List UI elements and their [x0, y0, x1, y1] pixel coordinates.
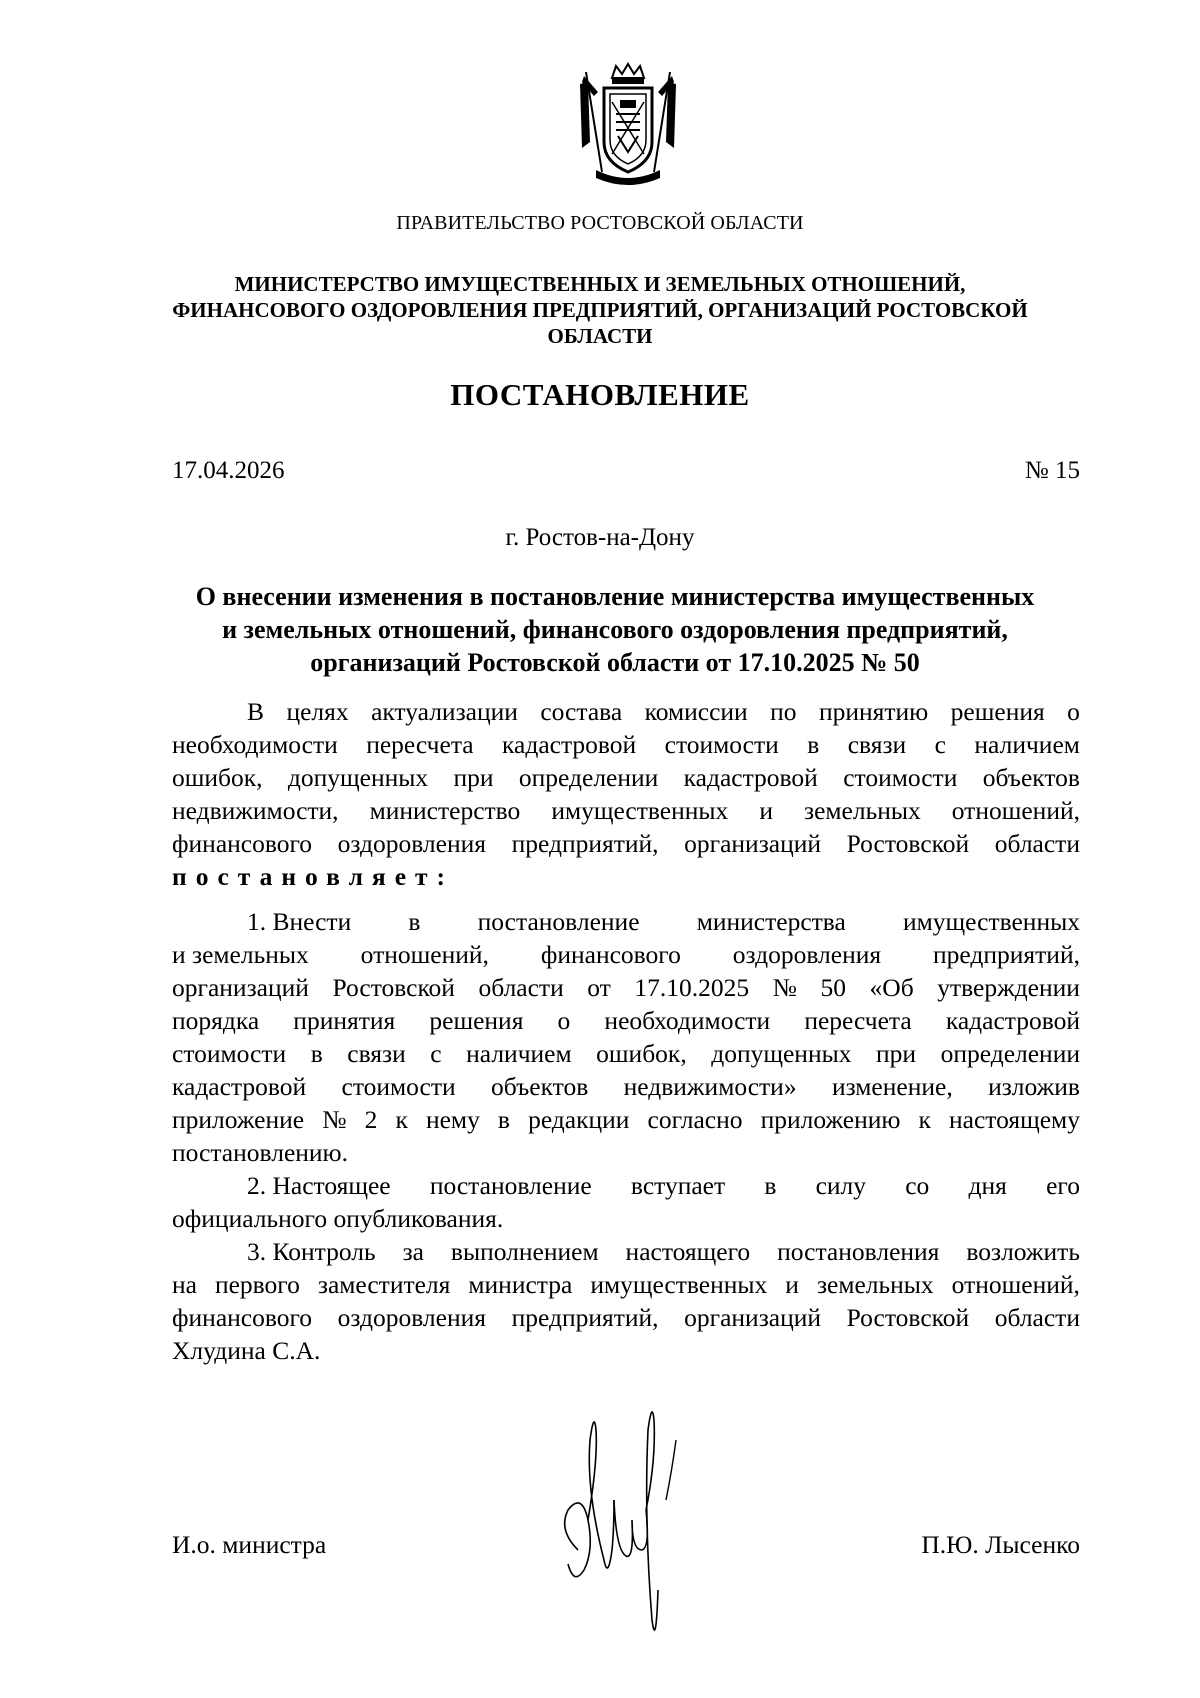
- word: его: [1046, 1171, 1080, 1200]
- word: настоящего: [625, 1237, 751, 1266]
- paragraph-line: [172, 794, 1080, 827]
- word: №: [322, 1105, 347, 1134]
- document-date: 17.04.2026: [172, 457, 285, 484]
- word: финансового: [172, 829, 313, 858]
- paragraph-line: [172, 905, 1080, 938]
- word: решения: [429, 1006, 524, 1035]
- word: недвижимости,: [172, 796, 339, 825]
- word: связи: [347, 1039, 406, 1068]
- word: организаций: [684, 829, 822, 858]
- word: при: [876, 1039, 917, 1068]
- word: предприятий,: [933, 940, 1080, 969]
- document-title: [150, 580, 1080, 679]
- word: от: [587, 973, 611, 1002]
- word: отношений,: [951, 1270, 1080, 1299]
- word: о: [1067, 697, 1080, 726]
- word: кадастровой: [172, 1072, 307, 1101]
- handwritten-signature: [548, 1400, 748, 1670]
- paragraph-last-line: [172, 1202, 1080, 1235]
- word: первого: [214, 1270, 300, 1299]
- word: к: [395, 1105, 408, 1134]
- preamble-paragraph: [172, 695, 1080, 893]
- word: согласно: [647, 1105, 743, 1134]
- word: редакции: [528, 1105, 630, 1134]
- word: со: [905, 1171, 930, 1200]
- word: принятия: [293, 1006, 396, 1035]
- word: ошибок,: [596, 1039, 687, 1068]
- word: в: [497, 1105, 510, 1134]
- word: к: [918, 1105, 931, 1134]
- word: кадастровой: [502, 730, 637, 759]
- word: 3. Контроль: [247, 1237, 376, 1266]
- word: допущенных: [711, 1039, 852, 1068]
- word: объектов: [982, 763, 1080, 792]
- word: 2: [364, 1105, 378, 1134]
- word: изложив: [988, 1072, 1080, 1101]
- signatory-name: П.Ю. Лысенко: [921, 1530, 1080, 1559]
- word: В: [247, 697, 265, 726]
- word: стоимости: [341, 1072, 456, 1101]
- ministry-line: ОБЛАСТИ: [547, 324, 653, 348]
- ministry-line: МИНИСТЕРСТВО ИМУЩЕСТВЕННЫХ И ЗЕМЕЛЬНЫХ ОТНОШЕНИЙ,: [234, 272, 966, 296]
- document-number: № 15: [1024, 457, 1080, 484]
- paragraph-last-line-text: Хлудина С.А.: [172, 1336, 321, 1365]
- word: на: [172, 1270, 197, 1299]
- word: финансового: [540, 940, 681, 969]
- item-3-paragraph: [172, 1235, 1080, 1367]
- word: отношений,: [951, 796, 1080, 825]
- word: допущенных: [287, 763, 429, 792]
- word: организаций: [684, 1303, 822, 1332]
- word: утверждении: [937, 973, 1080, 1002]
- paragraph-line: [172, 1235, 1080, 1268]
- word: министра: [468, 1270, 573, 1299]
- resolves-word: постановляет:: [172, 862, 455, 891]
- word: при: [453, 763, 494, 792]
- word: постановление: [477, 907, 640, 936]
- word: порядка: [172, 1006, 260, 1035]
- word: объектов: [491, 1072, 589, 1101]
- signatory-position: И.о. министра: [172, 1530, 327, 1559]
- word: 17.10.2025: [634, 973, 750, 1002]
- word: пересчета: [804, 1006, 912, 1035]
- word: нему: [425, 1105, 480, 1134]
- paragraph-line: [172, 938, 1080, 971]
- word: состава: [540, 697, 623, 726]
- word: настоящему: [949, 1105, 1080, 1134]
- word: и: [785, 1270, 799, 1299]
- word: «Об: [869, 973, 914, 1002]
- word: о: [557, 1006, 571, 1035]
- paragraph-last-line: [172, 1334, 1080, 1367]
- word: и: [759, 796, 773, 825]
- ministry-line: ФИНАНСОВОГО ОЗДОРОВЛЕНИЯ ПРЕДПРИЯТИЙ, ОРГАНИЗАЦИЙ РОСТОВСКОЙ: [172, 298, 1028, 322]
- word: финансового: [172, 1303, 313, 1332]
- word: 1. Внести: [247, 907, 352, 936]
- word: области: [478, 973, 564, 1002]
- ministry-name: [160, 271, 1040, 349]
- word: имущественных: [551, 796, 729, 825]
- word: заместителя: [317, 1270, 451, 1299]
- word: с: [934, 730, 946, 759]
- paragraph-last-line-text: официального опубликования.: [172, 1204, 504, 1233]
- word: приложение: [172, 1105, 305, 1134]
- document-type: ПОСТАНОВЛЕНИЕ: [450, 377, 750, 412]
- document-city: г. Ростов-на-Дону: [505, 524, 695, 551]
- paragraph-line: [172, 728, 1080, 761]
- word: определении: [940, 1039, 1080, 1068]
- word: недвижимости»: [623, 1072, 797, 1101]
- word: №: [772, 973, 797, 1002]
- word: вступает: [630, 1171, 726, 1200]
- paragraph-line: [172, 1301, 1080, 1334]
- title-line: организаций Ростовской области от 17.10.2025 № 50: [310, 648, 920, 677]
- title-line: и земельных отношений, финансового оздоровления предприятий,: [222, 615, 1008, 644]
- government-name: ПРАВИТЕЛЬСТВО РОСТОВСКОЙ ОБЛАСТИ: [396, 212, 804, 234]
- word: стоимости: [843, 763, 958, 792]
- word: необходимости: [172, 730, 338, 759]
- paragraph-line: [172, 1037, 1080, 1070]
- word: оздоровления: [337, 1303, 486, 1332]
- word: связи: [847, 730, 907, 759]
- paragraph-line: [172, 971, 1080, 1004]
- word: пересчета: [366, 730, 474, 759]
- word: постановление: [429, 1171, 592, 1200]
- word: целях: [286, 697, 349, 726]
- word: силу: [815, 1171, 867, 1200]
- word: наличием: [466, 1039, 572, 1068]
- word: оздоровления: [337, 829, 486, 858]
- word: в: [310, 1039, 323, 1068]
- word: стоимости: [172, 1039, 287, 1068]
- word: кадастровой: [945, 1006, 1080, 1035]
- word: постановления: [777, 1237, 940, 1266]
- word: предприятий,: [511, 829, 659, 858]
- word: ошибок,: [172, 763, 263, 792]
- word: министерство: [369, 796, 521, 825]
- paragraph-line: [172, 695, 1080, 728]
- word: земельных: [816, 1270, 934, 1299]
- word: в: [408, 907, 421, 936]
- word: Ростовской: [846, 829, 970, 858]
- paragraph-line: [172, 761, 1080, 794]
- paragraph-line: [172, 827, 1080, 860]
- word: предприятий,: [511, 1303, 659, 1332]
- word: 50: [820, 973, 847, 1002]
- word: 2. Настоящее: [247, 1171, 391, 1200]
- word: возложить: [966, 1237, 1080, 1266]
- word: в: [807, 730, 820, 759]
- item-1-paragraph: [172, 905, 1080, 1169]
- word: области: [994, 829, 1080, 858]
- word: решения: [950, 697, 1045, 726]
- word: в: [764, 1171, 777, 1200]
- word: за: [402, 1237, 424, 1266]
- word: актуализации: [371, 697, 518, 726]
- word: оздоровления: [732, 940, 882, 969]
- item-2-paragraph: [172, 1169, 1080, 1235]
- paragraph-line: [172, 1268, 1080, 1301]
- word: стоимости: [664, 730, 779, 759]
- word: имущественных: [590, 1270, 768, 1299]
- word: наличием: [974, 730, 1080, 759]
- coat-of-arms-icon: [576, 62, 680, 186]
- paragraph-line: [172, 1169, 1080, 1202]
- word: необходимости: [604, 1006, 771, 1035]
- word: выполнением: [450, 1237, 599, 1266]
- word: изменение,: [831, 1072, 953, 1101]
- word: определении: [518, 763, 659, 792]
- word: имущественных: [903, 907, 1080, 936]
- resolves-line: [172, 860, 1080, 893]
- word: и земельных: [172, 940, 309, 969]
- word: кадастровой: [683, 763, 818, 792]
- word: приложению: [760, 1105, 901, 1134]
- word: Ростовской: [846, 1303, 970, 1332]
- word: комиссии: [644, 697, 748, 726]
- paragraph-line: [172, 1004, 1080, 1037]
- paragraph-line: [172, 1070, 1080, 1103]
- paragraph-last-line-text: постановлению.: [172, 1138, 348, 1167]
- word: дня: [968, 1171, 1007, 1200]
- word: организаций: [172, 973, 309, 1002]
- word: министерства: [696, 907, 846, 936]
- paragraph-line: [172, 1103, 1080, 1136]
- word: Ростовской: [332, 973, 455, 1002]
- word: области: [994, 1303, 1080, 1332]
- word: отношений,: [360, 940, 489, 969]
- paragraph-last-line: [172, 1136, 1080, 1169]
- word: принятию: [818, 697, 929, 726]
- word: по: [770, 697, 797, 726]
- word: с: [430, 1039, 442, 1068]
- title-line: О внесении изменения в постановление министерства имущественных: [195, 582, 1035, 611]
- word: земельных: [804, 796, 921, 825]
